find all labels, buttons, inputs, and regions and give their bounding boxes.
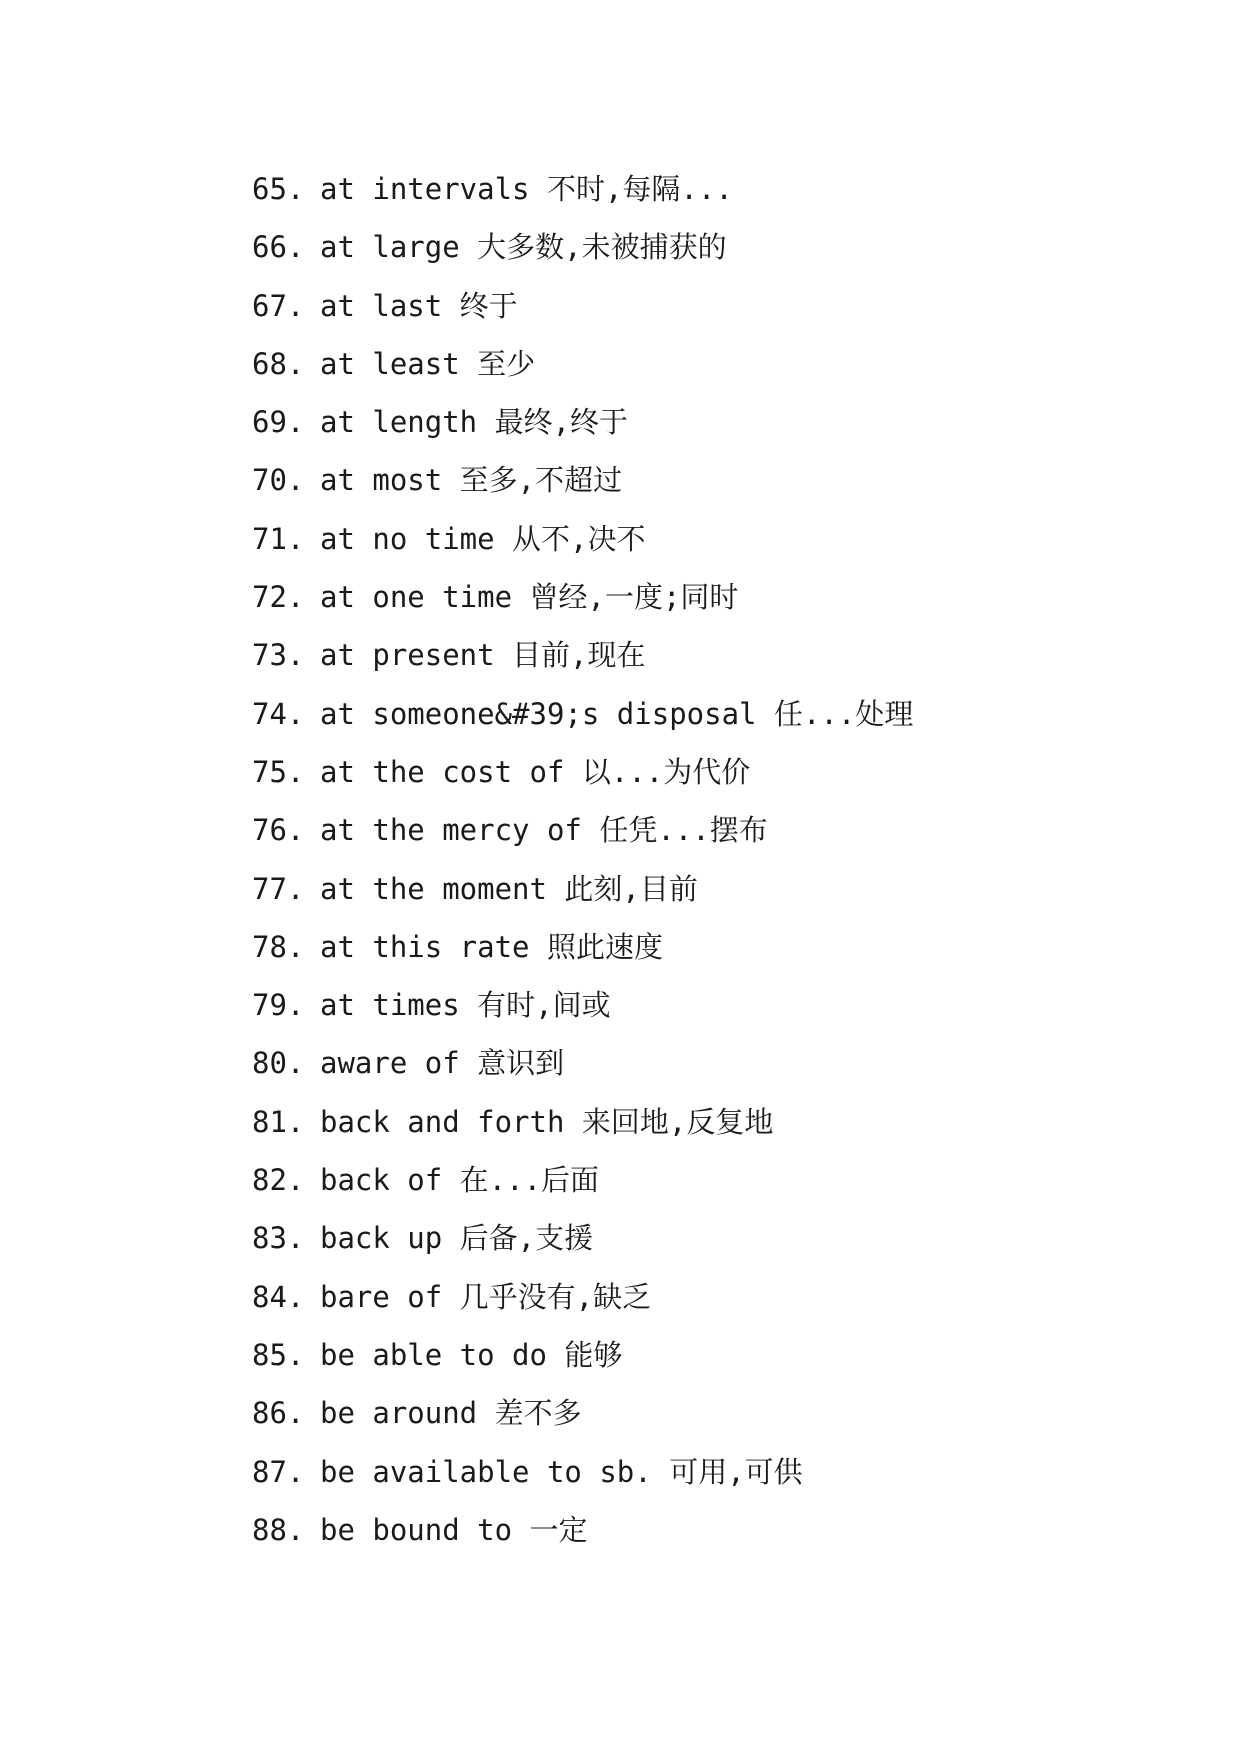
entry-number: 67. [252, 288, 305, 323]
entry-number: 75. [252, 754, 305, 789]
entry-text: at someone&#39;s disposal 任...处理 [320, 696, 914, 731]
entry-text: at most 至多,不超过 [320, 463, 623, 498]
list-item [252, 801, 913, 859]
list-item [252, 1209, 913, 1267]
list-item [252, 860, 913, 918]
list-item [252, 160, 913, 218]
entry-number: 68. [252, 346, 305, 381]
entry-text: be available to sb. 可用,可供 [320, 1454, 803, 1489]
entry-text: back up 后备,支援 [320, 1221, 594, 1256]
entry-number: 81. [252, 1104, 305, 1139]
list-item [252, 510, 913, 568]
entry-number: 83. [252, 1221, 305, 1256]
entry-text: be able to do 能够 [320, 1337, 623, 1372]
entry-text: at length 最终,终于 [320, 405, 629, 440]
list-item [252, 685, 913, 743]
entry-text: at the cost of 以...为代价 [320, 754, 751, 789]
list-item [252, 1326, 913, 1384]
list-item [252, 976, 913, 1034]
entry-number: 84. [252, 1279, 305, 1314]
entry-number: 80. [252, 1046, 305, 1081]
entry-text: at last 终于 [320, 288, 518, 323]
entry-text: at this rate 照此速度 [320, 929, 663, 964]
list-item [252, 277, 913, 335]
list-item [252, 451, 913, 509]
entry-text: back and forth 来回地,反复地 [320, 1104, 774, 1139]
list-item [252, 918, 913, 976]
entry-number: 72. [252, 580, 305, 615]
entry-number: 70. [252, 463, 305, 498]
entry-text: be around 差不多 [320, 1396, 582, 1431]
entry-text: back of 在...后面 [320, 1163, 600, 1198]
entry-text: at intervals 不时,每隔... [320, 172, 733, 206]
entry-text: at large 大多数,未被捕获的 [320, 230, 727, 265]
list-item [252, 1151, 913, 1209]
entry-number: 66. [252, 230, 305, 265]
list-item [252, 218, 913, 276]
list-item [252, 1443, 913, 1501]
entry-number: 79. [252, 988, 305, 1023]
entry-number: 77. [252, 871, 305, 906]
entry-number: 71. [252, 521, 305, 556]
entry-number: 87. [252, 1454, 305, 1489]
list-item [252, 568, 913, 626]
entry-number: 73. [252, 638, 305, 673]
entry-text: at least 至少 [320, 346, 536, 381]
phrase-list [252, 160, 913, 1559]
entry-text: at times 有时,间或 [320, 988, 611, 1023]
entry-number: 82. [252, 1163, 305, 1198]
list-item [252, 1034, 913, 1092]
list-item [252, 1093, 913, 1151]
list-item [252, 1501, 913, 1559]
entry-number: 78. [252, 929, 305, 964]
list-item [252, 1268, 913, 1326]
entry-number: 69. [252, 405, 305, 440]
entry-text: at one time 曾经,一度;同时 [320, 580, 739, 615]
list-item [252, 743, 913, 801]
entry-number: 86. [252, 1396, 305, 1431]
entry-number: 74. [252, 696, 305, 731]
list-item [252, 626, 913, 684]
entry-text: at present 目前,现在 [320, 638, 646, 673]
entry-number: 65. [252, 172, 305, 206]
entry-number: 88. [252, 1512, 305, 1547]
list-item [252, 1384, 913, 1442]
entry-text: aware of 意识到 [320, 1046, 565, 1081]
entry-text: at no time 从不,决不 [320, 521, 646, 556]
entry-text: at the moment 此刻,目前 [320, 871, 698, 906]
list-item [252, 393, 913, 451]
entry-text: be bound to 一定 [320, 1512, 588, 1547]
entry-text: at the mercy of 任凭...摆布 [320, 813, 768, 848]
entry-text: bare of 几乎没有,缺乏 [320, 1279, 652, 1314]
entry-number: 85. [252, 1337, 305, 1372]
entry-number: 76. [252, 813, 305, 848]
list-item [252, 335, 913, 393]
